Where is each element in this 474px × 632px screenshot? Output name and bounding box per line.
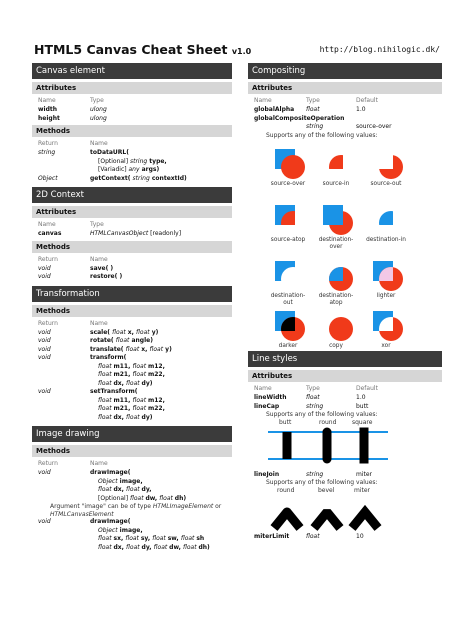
col-name: Name — [90, 140, 108, 147]
bevel-join-shape — [314, 512, 340, 528]
arg-type: string — [129, 157, 148, 165]
attr-name: miterLimit — [254, 532, 290, 540]
linecap-examples — [248, 419, 442, 471]
composite-swatch-darker — [268, 307, 308, 350]
method-name: rotate( — [90, 337, 116, 344]
arg-name: m21, — [113, 371, 133, 378]
method-arg-line — [32, 380, 232, 389]
composite-label: darker — [278, 343, 298, 349]
composite-swatch-lighter — [366, 257, 406, 300]
subheading-attributes: Attributes — [32, 206, 232, 218]
supports-note: Supports any of the following values: — [266, 131, 378, 139]
arg-type: float — [98, 362, 112, 370]
arg-type: float — [98, 535, 112, 542]
optional-tag: [Optional] — [98, 494, 130, 502]
note-text: Argument "image" can be of type — [50, 503, 153, 510]
cap-label: round — [319, 418, 337, 426]
attr-type: string — [306, 470, 324, 478]
method-row-restore — [32, 273, 232, 282]
attr-default: 1.0 — [356, 106, 366, 113]
method-row-getcontext — [32, 175, 232, 184]
arg-type: float — [126, 413, 140, 421]
composite-label: lighter — [376, 293, 396, 299]
supports-note: Supports any of the following values: — [266, 479, 378, 486]
arg-type: float — [115, 337, 130, 344]
method-return: void — [38, 264, 51, 272]
darker-illustration — [271, 307, 305, 341]
note-text: or — [213, 503, 222, 510]
composite-swatch-source-atop — [268, 201, 308, 244]
arg-name: dw, — [169, 543, 183, 551]
arg-type: float — [180, 535, 195, 542]
method-row-save — [32, 265, 232, 274]
attr-name: globalCompositeOperation — [254, 114, 345, 122]
arg-name: dy, — [141, 486, 152, 493]
attr-name: lineJoin — [254, 470, 280, 478]
attr-name: lineCap — [254, 402, 280, 410]
col-name: Name — [90, 319, 108, 327]
attr-default: butt — [356, 402, 369, 410]
arg-name: m11, — [113, 396, 133, 404]
col-type: Type — [306, 97, 320, 104]
arg-name: sx, — [113, 535, 126, 542]
arg-name: m21, — [113, 405, 133, 412]
col-name: Name — [254, 97, 272, 104]
arg-type: float — [98, 405, 112, 412]
right-column — [248, 63, 442, 541]
title-text: HTML5 Canvas Cheat Sheet — [34, 42, 228, 57]
arg-name: dx, — [113, 543, 127, 551]
method-name: drawImage( — [90, 518, 131, 525]
section-image-drawing: Image drawing — [32, 426, 232, 442]
attr-type: ulong — [90, 114, 107, 122]
attr-type: ulong — [90, 106, 107, 113]
composite-label: source-atop — [270, 237, 306, 243]
composite-label: destination-in — [366, 237, 406, 243]
composite-label: source-out — [370, 181, 402, 187]
section-canvas-element: Canvas element — [32, 63, 232, 79]
section-transformation: Transformation — [32, 286, 232, 302]
arg-type: Object — [98, 526, 118, 534]
arg-type: float — [129, 494, 144, 502]
col-return: Return — [38, 255, 58, 263]
destination-in-illustration — [369, 201, 403, 235]
col-type: Type — [90, 221, 104, 228]
method-row-todataurl — [32, 149, 232, 158]
attr-type: string — [306, 402, 324, 410]
blog-url[interactable]: http://blog.nihilogic.dk/ — [319, 45, 440, 54]
attr-row-width — [32, 106, 232, 115]
arg-name: image, — [117, 526, 143, 534]
section-2d-context: 2D Context — [32, 187, 232, 203]
attr-row-linejoin — [248, 471, 442, 480]
supports-note: Supports any of the following values: — [266, 411, 378, 418]
arg-name: dh) — [198, 543, 210, 551]
col-type: Type — [90, 97, 104, 104]
method-name: drawImage( — [90, 469, 131, 476]
arg-type: float — [125, 345, 140, 353]
source-out-illustration — [369, 145, 403, 179]
column-header — [248, 97, 442, 106]
attr-name: lineWidth — [254, 394, 287, 401]
column-header — [248, 385, 442, 394]
attr-name: height — [38, 114, 60, 122]
arg-type: float — [98, 379, 112, 387]
arg-name: sh — [196, 535, 205, 542]
left-column — [32, 63, 232, 552]
note-type: HTMLCanvasElement — [50, 510, 114, 518]
subheading-methods: Methods — [32, 241, 232, 253]
col-type: Type — [306, 385, 320, 392]
col-name: Name — [38, 221, 56, 228]
cap-label: square — [352, 418, 373, 426]
method-row-scale — [32, 329, 232, 338]
attr-type: HTMLCanvasObject — [90, 230, 149, 237]
arg-type: float — [98, 371, 112, 378]
method-return: void — [38, 388, 51, 395]
column-header — [32, 320, 232, 329]
subheading-methods: Methods — [32, 445, 232, 457]
arg-name: y) — [149, 328, 159, 336]
miter-join-shape — [352, 512, 378, 528]
arg-name: m11, — [113, 362, 133, 370]
attr-default: 10 — [356, 532, 364, 540]
join-label: bevel — [318, 486, 335, 494]
arg-type: float — [152, 535, 166, 542]
col-return: Return — [38, 460, 58, 467]
arg-name: dx, — [113, 486, 127, 493]
composite-label: destination-over — [318, 237, 354, 251]
readonly-tag: [readonly] — [148, 230, 182, 237]
subheading-attributes: Attributes — [248, 82, 442, 94]
arg-name: m12, — [147, 396, 165, 404]
arg-type: float — [132, 396, 147, 404]
composite-label: xor — [381, 343, 391, 349]
arg-name: dx, — [113, 379, 127, 387]
method-arg-line — [32, 414, 232, 423]
arg-type: float — [182, 543, 197, 551]
composite-swatch-grid — [248, 139, 442, 349]
composite-swatch-destination-in — [366, 201, 406, 244]
arg-name: dw, — [145, 494, 160, 502]
destination-out-illustration — [271, 257, 305, 291]
arg-name: m12, — [147, 362, 165, 370]
arg-type: float — [153, 543, 168, 551]
composite-label: source-in — [322, 181, 350, 187]
attr-type: float — [306, 394, 320, 401]
col-default: Default — [356, 385, 378, 392]
version-label: v1.0 — [231, 47, 252, 56]
method-name: setTransform( — [90, 388, 138, 395]
attr-row-canvas — [32, 230, 232, 239]
arg-type: float — [126, 379, 140, 387]
col-name: Name — [254, 385, 272, 392]
col-name: Name — [90, 460, 108, 467]
lighter-illustration — [369, 257, 403, 291]
method-return: string — [38, 149, 56, 156]
subheading-methods: Methods — [32, 305, 232, 317]
method-name: transform( — [90, 354, 127, 361]
composite-swatch-source-over — [268, 145, 308, 188]
arg-name: sy, — [140, 535, 153, 542]
note-type: HTMLImageElement — [152, 503, 214, 510]
arg-type: float — [126, 486, 140, 493]
arg-type: string — [132, 174, 150, 182]
join-label: miter — [354, 486, 371, 494]
attr-default: source-over — [356, 123, 392, 130]
method-arg-line — [32, 527, 232, 536]
section-line-styles: Line styles — [248, 351, 442, 367]
attr-name: width — [38, 106, 58, 113]
method-name: toDataURL( — [90, 149, 129, 156]
arg-name: x, — [125, 328, 137, 336]
composite-swatch-xor — [366, 307, 406, 350]
arg-name: dy, — [141, 543, 154, 551]
composite-label: copy — [329, 343, 343, 349]
attr-row-miterlimit — [248, 533, 442, 542]
arg-name: y) — [163, 345, 172, 353]
arg-name: m22, — [147, 371, 165, 378]
attr-row-op-type — [248, 123, 442, 132]
col-return: Return — [38, 319, 58, 327]
arg-name: x, — [139, 345, 150, 353]
arg-name: angle) — [129, 337, 153, 344]
copy-illustration — [319, 307, 353, 341]
method-row-drawimage-1 — [32, 469, 232, 478]
method-arg-line — [32, 371, 232, 380]
method-arg-line — [32, 166, 232, 175]
method-name: save( ) — [90, 264, 114, 272]
arg-type: float — [98, 543, 112, 551]
col-return: Return — [38, 140, 58, 147]
arg-type: float — [112, 328, 126, 336]
method-arg-line — [32, 495, 232, 504]
arg-type: float — [125, 535, 139, 542]
method-arg-line — [32, 397, 232, 406]
composite-swatch-copy — [316, 307, 356, 350]
composite-label: destination-out — [270, 293, 306, 307]
arg-type: float — [126, 543, 140, 551]
attr-type: string — [306, 123, 324, 130]
attr-row-globalcompositeoperation — [248, 115, 442, 124]
attr-default: miter — [356, 470, 373, 478]
arg-type: float — [136, 328, 150, 336]
method-return: void — [38, 354, 51, 361]
arg-type: float — [132, 371, 147, 378]
method-arg-line — [32, 535, 232, 544]
method-return: void — [38, 518, 51, 525]
column-header — [32, 460, 232, 469]
arg-type: float — [132, 362, 147, 370]
arg-name: m22, — [147, 405, 165, 412]
arg-type: any — [128, 166, 140, 173]
linejoin-examples — [248, 487, 442, 533]
attr-row-globalalpha — [248, 106, 442, 115]
arg-type: float — [98, 486, 112, 493]
method-name: getContext( — [90, 174, 133, 182]
attr-type: float — [306, 106, 320, 113]
arg-name: dx, — [113, 413, 127, 421]
arg-name: contextId) — [149, 174, 187, 182]
xor-illustration — [369, 307, 403, 341]
column-header — [32, 221, 232, 230]
method-arg-line — [32, 544, 232, 553]
join-label: round — [277, 486, 295, 494]
subheading-methods: Methods — [32, 125, 232, 137]
arg-type: float — [98, 396, 112, 404]
composite-swatch-destination-atop — [316, 257, 356, 307]
source-in-illustration — [319, 145, 353, 179]
drawimage-note — [32, 503, 232, 518]
method-name: restore( ) — [90, 273, 123, 280]
method-return: Object — [38, 174, 58, 182]
method-name: translate( — [90, 345, 126, 353]
arg-type: Object — [98, 477, 118, 485]
method-arg-line — [32, 158, 232, 167]
col-name: Name — [90, 255, 108, 263]
arg-type: float — [132, 405, 147, 412]
column-header — [32, 140, 232, 149]
composite-swatch-destination-over — [316, 201, 356, 251]
method-return: void — [38, 469, 51, 476]
destination-over-illustration — [319, 201, 353, 235]
method-return: void — [38, 345, 51, 353]
linejoin-illustration — [248, 496, 442, 532]
method-row-transform — [32, 354, 232, 363]
method-row-rotate — [32, 337, 232, 346]
column-header — [32, 97, 232, 106]
method-row-translate — [32, 346, 232, 355]
method-name: scale( — [90, 328, 113, 336]
linecap-illustration — [248, 427, 442, 469]
method-row-settransform — [32, 388, 232, 397]
subheading-attributes: Attributes — [248, 370, 442, 382]
arg-name: dy) — [141, 413, 153, 421]
method-arg-line — [32, 363, 232, 372]
arg-type: float — [149, 345, 164, 353]
round-join-shape — [274, 512, 300, 528]
column-header — [32, 256, 232, 265]
optional-tag: [Optional] — [98, 157, 130, 165]
method-return: void — [38, 328, 51, 336]
cap-label: butt — [279, 418, 292, 426]
composite-swatch-source-out — [366, 145, 406, 188]
variadic-tag: [Variadic] — [98, 166, 129, 173]
attr-row-linecap — [248, 403, 442, 412]
arg-name: dy) — [141, 379, 153, 387]
destination-atop-illustration — [319, 257, 353, 291]
attr-name: globalAlpha — [254, 106, 295, 113]
arg-name: sw, — [167, 535, 181, 542]
subheading-attributes: Attributes — [32, 82, 232, 94]
attr-name: canvas — [38, 230, 62, 237]
source-over-illustration — [271, 145, 305, 179]
attr-type: float — [306, 532, 320, 540]
method-arg-line — [32, 478, 232, 487]
method-arg-line — [32, 486, 232, 495]
col-name: Name — [38, 97, 56, 104]
method-return: void — [38, 273, 51, 280]
arg-type: float — [159, 494, 173, 502]
composite-label: source-over — [270, 181, 306, 187]
method-return: void — [38, 337, 51, 344]
attr-row-height — [32, 115, 232, 124]
arg-name: image, — [117, 477, 143, 485]
arg-name: args) — [139, 166, 160, 173]
col-default: Default — [356, 97, 378, 104]
arg-name: type, — [147, 157, 167, 165]
method-arg-line — [32, 405, 232, 414]
arg-type: float — [98, 413, 112, 421]
method-row-drawimage-2 — [32, 518, 232, 527]
arg-name: dh) — [174, 494, 187, 502]
section-compositing: Compositing — [248, 63, 442, 79]
source-atop-illustration — [271, 201, 305, 235]
composite-label: destination-atop — [318, 293, 354, 307]
attr-row-linewidth — [248, 394, 442, 403]
page-title — [34, 42, 251, 58]
composite-swatch-source-in — [316, 145, 356, 188]
composite-swatch-destination-out — [268, 257, 308, 307]
attr-default: 1.0 — [356, 394, 366, 401]
